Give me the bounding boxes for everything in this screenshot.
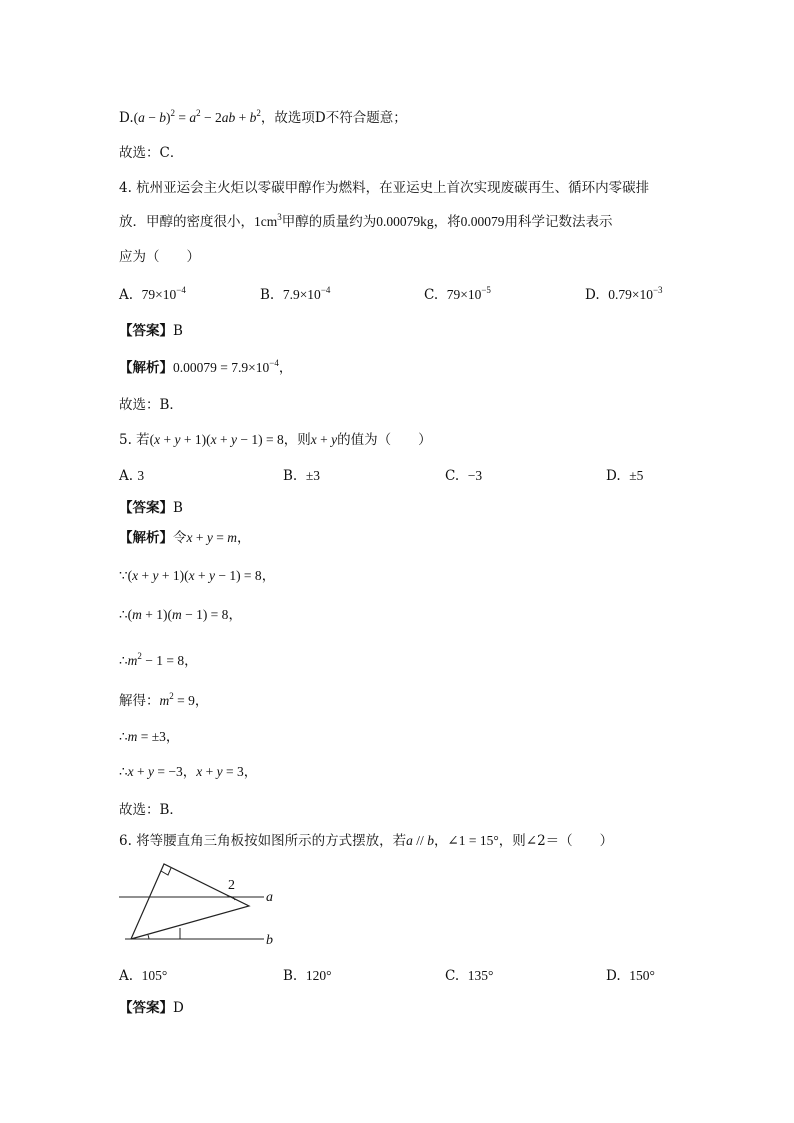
label-line-b: b [266, 933, 273, 948]
q6-stem: 6. 将等腰直角三角板按如图所示的方式摆放，若a // b，∠1 = 15°，则∠2＝（ ） [119, 833, 614, 849]
q6-option-a: A. 105° [119, 968, 168, 984]
q5-step-4: ∴x + y = −3，x + y = 3， [119, 764, 258, 780]
q5-step-solve: 解得：$m^2 = 9$， [119, 691, 209, 709]
q5-answer: 【答案】B [119, 500, 183, 516]
q5-option-d: D. ±5 [606, 468, 644, 484]
q5-option-c: C. −3 [445, 468, 483, 484]
angle-1-arc [148, 935, 149, 939]
set-square-triangle [131, 864, 249, 939]
q6-figure [117, 858, 287, 950]
q4-analysis: 【解析】$0.00079 = 7.9\times 10^{-4}$， [119, 358, 293, 376]
label-angle-2: 2 [228, 878, 235, 893]
right-angle-mark [161, 868, 171, 875]
q5-step-1: ∴(m + 1)(m − 1) = 8， [119, 607, 242, 623]
q6-option-c: C. 135° [445, 968, 494, 984]
q6-answer: 【答案】D [119, 1000, 184, 1016]
q4-stem-line3: 应为（ ） [119, 249, 200, 265]
q5-step-because: ∵(x + y + 1)(x + y − 1) = 8， [119, 568, 276, 584]
q5-step-3: ∴m = ±3， [119, 729, 180, 745]
q5-option-b: B. ±3 [283, 468, 320, 484]
q6-option-d: D. 150° [606, 968, 655, 984]
q4-option-d: D. $0.79\times 10^{-3}$ [585, 285, 663, 303]
q4-stem-line2: 放．甲醇的密度很小，$1cm^3$甲醇的质量约为0.00079kg，将0.00079用科学记数法表示 [119, 212, 613, 230]
q5-conclusion: 故选：B． [119, 802, 183, 818]
q4-stem-line1: 4. 杭州亚运会主火炬以零碳甲醇作为燃料，在亚运史上首次实现废碳再生、循环内零碳排 [119, 180, 650, 196]
q4-option-a: A. $79\times 10^{-4}$ [119, 285, 186, 303]
q3-option-d: $D.(a - b)^2 = a^2 - 2ab + b^2$，故选项D不符合题意； [119, 108, 407, 126]
q6-option-b: B. 120° [283, 968, 332, 984]
q4-option-b: B. $7.9\times 10^{-4}$ [260, 285, 331, 303]
q5-option-a: A. 3 [119, 468, 145, 484]
q3-conclusion: 故选：C． [119, 145, 184, 161]
q5-step-2: $\therefore m^2 - 1 = 8$， [119, 651, 198, 669]
q4-answer: 【答案】B [119, 323, 183, 339]
label-line-a: a [266, 890, 273, 905]
q5-analysis-let: 【解析】令x + y = m， [119, 530, 251, 546]
q4-option-c: C. $79\times 10^{-5}$ [424, 285, 491, 303]
q4-conclusion: 故选：B． [119, 397, 183, 413]
q5-stem: 5. 若(x + y + 1)(x + y − 1) = 8，则x + y的值为（ ） [119, 432, 432, 448]
